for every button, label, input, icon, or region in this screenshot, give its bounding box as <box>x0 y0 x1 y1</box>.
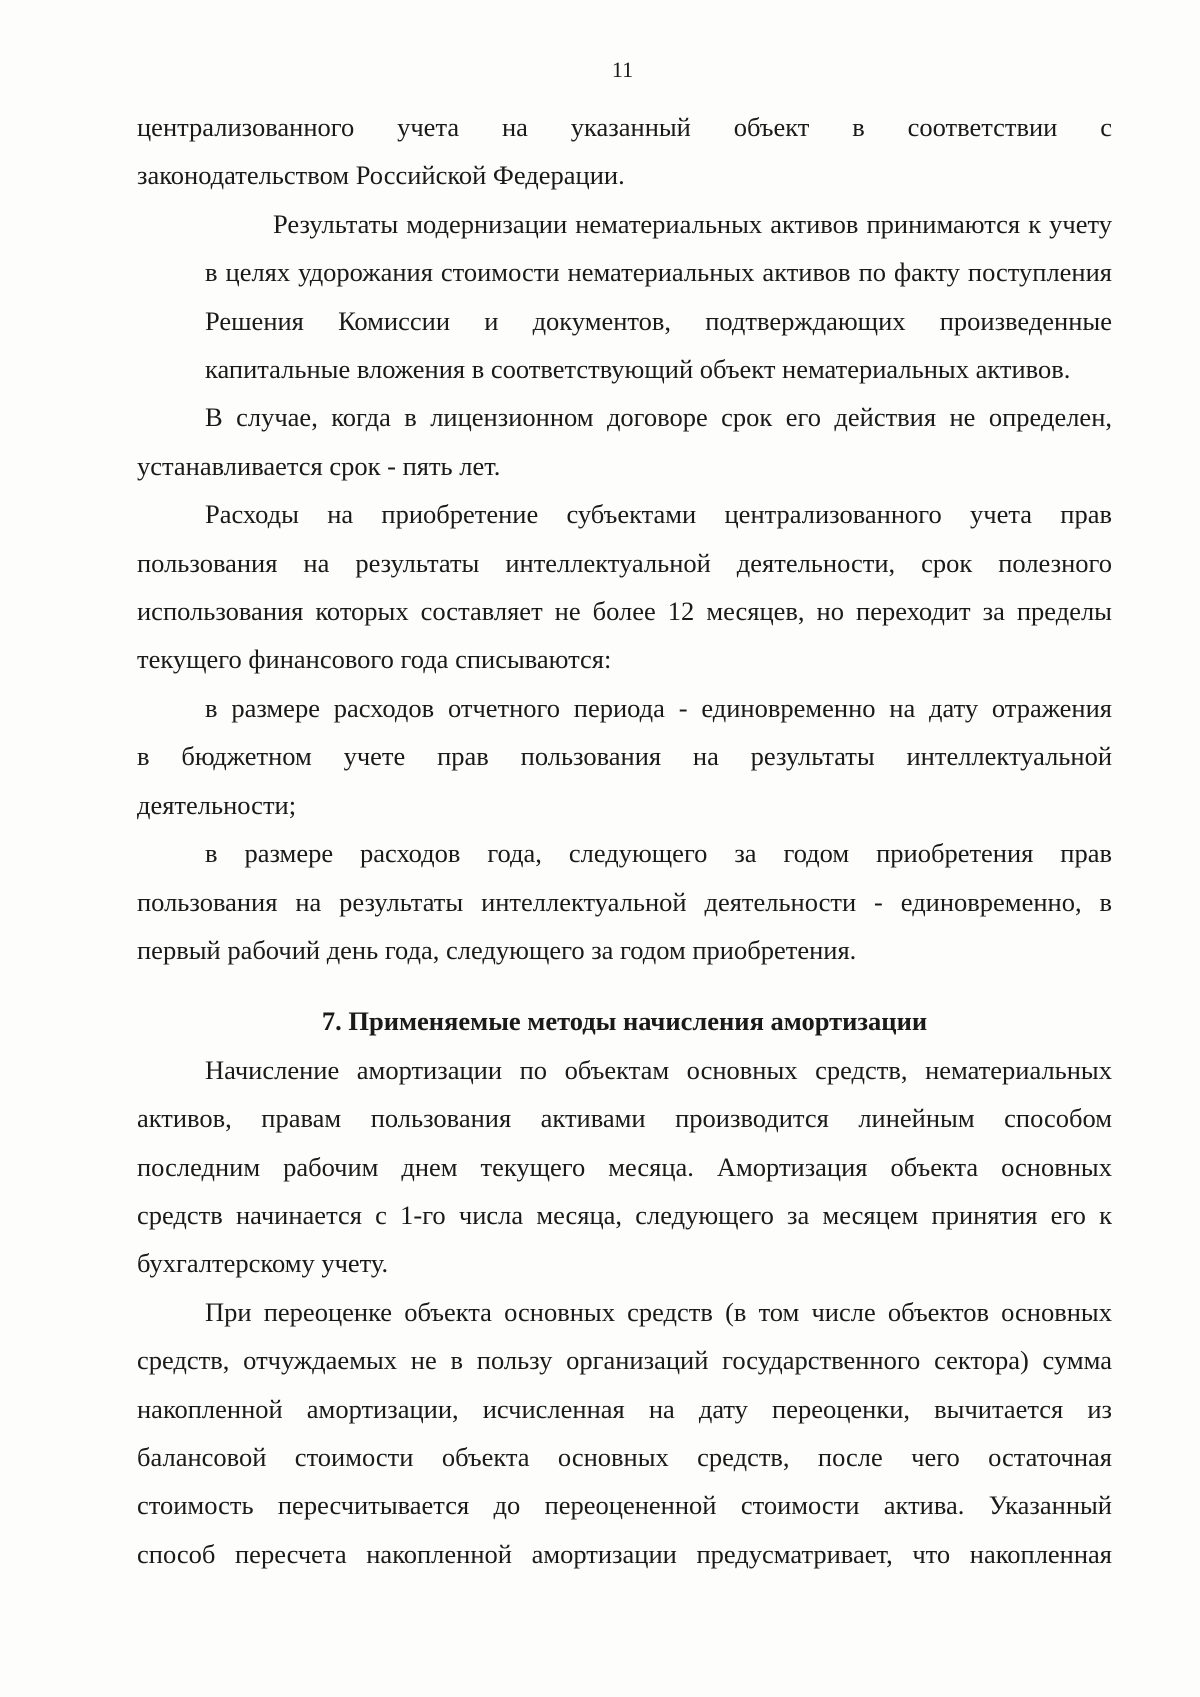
text-line: В случае, когда в лицензионном договоре срок его действия не определен, <box>205 402 1112 433</box>
text-line: бухгалтерскому учету. <box>137 1248 389 1279</box>
text-line: Начисление амортизации по объектам основных средств, нематериальных <box>205 1054 1112 1085</box>
text-line: последним рабочим днем текущего месяца. Амортизация объекта основных <box>137 1151 1112 1182</box>
text-line: стоимость пересчитывается до переоцененной стоимости актива. Указанный <box>137 1490 1112 1521</box>
text-line: в целях удорожания стоимости нематериальных активов по факту поступления <box>205 257 1112 288</box>
text-line: способ пересчета накопленной амортизации предусматривает, что накопленная <box>137 1538 1112 1569</box>
paragraph <box>137 490 1112 684</box>
text-line: в размере расходов года, следующего за годом приобретения прав <box>205 838 1112 869</box>
text-line: средств начинается с 1-го числа месяца, следующего за месяцем принятия его к <box>137 1199 1112 1230</box>
text-line: накопленной амортизации, исчисленная на дату переоценки, вычитается из <box>137 1393 1112 1424</box>
paragraph <box>137 1288 1112 1578</box>
paragraph <box>137 103 1112 200</box>
paragraph <box>137 829 1112 974</box>
text-line: первый рабочий день года, следующего за годом приобретения. <box>137 934 857 965</box>
paragraph <box>137 393 1112 490</box>
paragraph <box>137 684 1112 829</box>
text-line: пользования на результаты интеллектуальной деятельности - единовременно, в <box>137 886 1112 917</box>
text-line: законодательством Российской Федерации. <box>137 160 625 191</box>
text-line: средств, отчуждаемых не в пользу организаций государственного сектора) сумма <box>137 1345 1112 1376</box>
text-line: Решения Комиссии и документов, подтверждающих произведенные <box>205 305 1112 336</box>
text-line: устанавливается срок - пять лет. <box>137 450 501 481</box>
text-line: Расходы на приобретение субъектами централизованного учета прав <box>205 499 1112 530</box>
text-line: в бюджетном учете прав пользования на результаты интеллектуальной <box>137 741 1112 772</box>
paragraph <box>137 200 1112 394</box>
text-line: пользования на результаты интеллектуальной деятельности, срок полезного <box>137 547 1112 578</box>
text-line: капитальные вложения в соответствующий объект нематериальных активов. <box>205 354 1071 385</box>
section-heading: 7. Применяемые методы начисления амортизации <box>321 1006 928 1037</box>
paragraph <box>137 1046 1112 1288</box>
text-line: балансовой стоимости объекта основных средств, после чего остаточная <box>137 1441 1112 1472</box>
text-line: Результаты модернизации нематериальных активов принимаются к учету <box>273 208 1112 239</box>
text-line: текущего финансового года списываются: <box>137 644 612 675</box>
text-line: активов, правам пользования активами производится линейным способом <box>137 1103 1112 1134</box>
document-body <box>137 103 1112 1578</box>
text-line: деятельности; <box>137 789 297 820</box>
text-line: При переоценке объекта основных средств (в том числе объектов основных <box>205 1296 1112 1327</box>
page-number: 11 <box>611 57 634 82</box>
text-line: использования которых составляет не более 12 месяцев, но переходит за пределы <box>137 596 1112 627</box>
text-line: централизованного учета на указанный объект в соответствии с <box>137 112 1112 142</box>
text-line: в размере расходов отчетного периода - единовременно на дату отражения <box>205 692 1112 723</box>
